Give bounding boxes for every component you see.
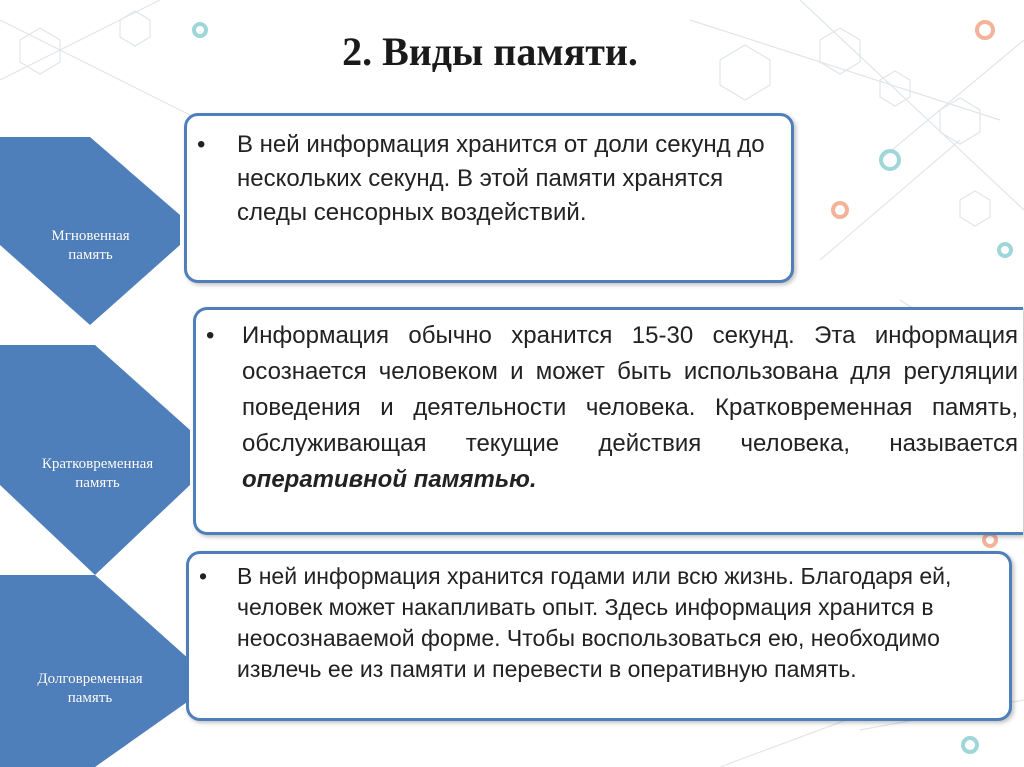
short-term-memory-description <box>193 307 1023 535</box>
long-term-memory-description <box>186 551 1012 721</box>
operative-memory-term: оперативной памятью <box>242 466 530 493</box>
bullet-icon: • <box>197 131 206 158</box>
instant-memory-text: В ней информация хранится от доли секунд до нескольких секунд. В этой памяти хранятся следы сенсорных воздействий. <box>237 131 765 226</box>
bullet-icon: • <box>206 322 215 349</box>
chevron-label-instant: Мгновенная память <box>51 228 130 263</box>
chevron-label-long-term: Долговременная память <box>37 671 143 706</box>
short-term-memory-text: Информация обычно хранится 15-30 секунд. Эта информация осознается человеком и может быть использована для регуляции поведения и деятельности человека. Кратковременная память, обслуживающая текущие действия человека, называется оперативной памятью. <box>242 322 1018 493</box>
chevron-label-short-term: Кратковременная память <box>41 456 154 491</box>
long-term-memory-text: В ней информация хранится годами или всю жизнь. Благодаря ей, человек может накапливать опыт. Здесь информация хранится в неосознаваемой форме. Чтобы воспользоваться ею, необходимо извлечь ее из памяти и перевести в оперативную память. <box>237 563 952 682</box>
bullet-icon: • <box>199 563 208 589</box>
page-title: 2. Виды памяти. <box>342 29 638 74</box>
instant-memory-description <box>184 113 794 283</box>
